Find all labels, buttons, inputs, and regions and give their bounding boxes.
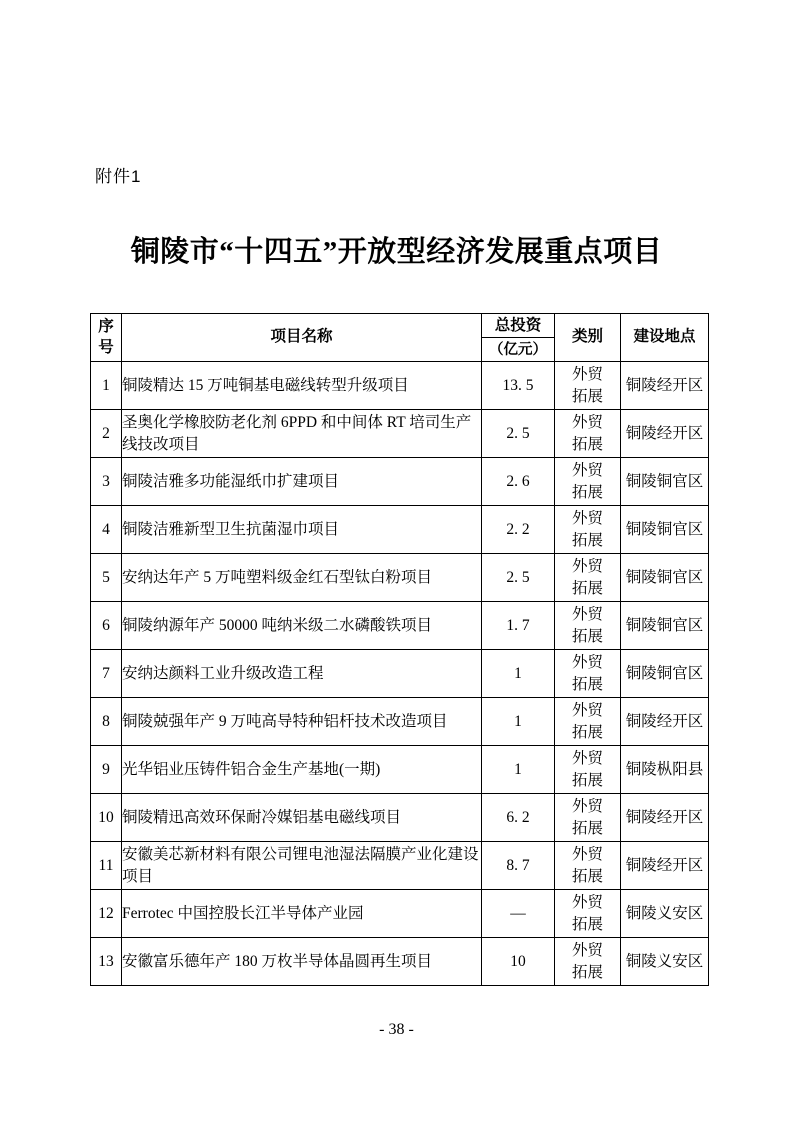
table-header-row [91,314,709,362]
category-text: 外贸拓展 [571,797,603,837]
investment-value: 8. 7 [482,842,555,890]
location-value: 铜陵铜官区 [621,650,709,698]
category-value [555,602,621,650]
category-text: 外贸拓展 [571,749,603,789]
table-row [91,890,709,938]
category-text: 外贸拓展 [571,557,603,597]
category-value [555,362,621,410]
row-index: 5 [91,554,122,602]
investment-value: 1 [482,698,555,746]
category-value [555,698,621,746]
row-index: 8 [91,698,122,746]
investment-value: — [482,890,555,938]
category-value [555,554,621,602]
table-row [91,650,709,698]
projects-table-body [91,362,709,986]
location-value: 铜陵铜官区 [621,506,709,554]
location-value: 铜陵义安区 [621,890,709,938]
project-name: 铜陵洁雅多功能湿纸巾扩建项目 [122,458,482,506]
project-name: 安徽富乐德年产 180 万枚半导体晶圆再生项目 [122,938,482,986]
location-value: 铜陵铜官区 [621,602,709,650]
header-project-name: 项目名称 [122,314,482,362]
investment-value: 2. 5 [482,554,555,602]
category-text: 外贸拓展 [571,461,603,501]
header-index-label: 序号 [98,317,114,356]
location-value: 铜陵义安区 [621,938,709,986]
table-row [91,506,709,554]
project-name: Ferrotec 中国控股长江半导体产业园 [122,890,482,938]
category-text: 外贸拓展 [571,941,603,981]
investment-value: 2. 2 [482,506,555,554]
investment-value: 2. 6 [482,458,555,506]
location-value: 铜陵铜官区 [621,458,709,506]
project-name: 光华铝业压铸件铝合金生产基地(一期) [122,746,482,794]
row-index: 2 [91,410,122,458]
category-value [555,506,621,554]
category-value [555,842,621,890]
investment-value: 13. 5 [482,362,555,410]
project-name: 铜陵精达 15 万吨铜基电磁线转型升级项目 [122,362,482,410]
project-name: 安纳达颜料工业升级改造工程 [122,650,482,698]
investment-value: 6. 2 [482,794,555,842]
header-investment-line2: （亿元） [489,342,547,358]
investment-value: 1 [482,746,555,794]
location-value: 铜陵经开区 [621,410,709,458]
location-value: 铜陵经开区 [621,698,709,746]
header-investment [482,314,555,362]
row-index: 12 [91,890,122,938]
category-value [555,410,621,458]
projects-table [90,313,709,986]
row-index: 4 [91,506,122,554]
category-text: 外贸拓展 [571,365,603,405]
category-value [555,938,621,986]
header-investment-line1: 总投资 [482,314,554,338]
row-index: 9 [91,746,122,794]
project-name: 圣奥化学橡胶防老化剂 6PPD 和中间体 RT 培司生产线技改项目 [122,410,482,458]
project-name: 铜陵精迅高效环保耐冷媒铝基电磁线项目 [122,794,482,842]
category-text: 外贸拓展 [571,653,603,693]
project-name: 安纳达年产 5 万吨塑料级金红石型钛白粉项目 [122,554,482,602]
row-index: 3 [91,458,122,506]
category-value [555,794,621,842]
project-name: 铜陵洁雅新型卫生抗菌湿巾项目 [122,506,482,554]
table-row [91,842,709,890]
investment-value: 1. 7 [482,602,555,650]
category-text: 外贸拓展 [571,413,603,453]
location-value: 铜陵经开区 [621,842,709,890]
location-value: 铜陵经开区 [621,794,709,842]
table-row [91,602,709,650]
location-value: 铜陵枞阳县 [621,746,709,794]
page-title: 铜陵市“十四五”开放型经济发展重点项目 [130,236,663,268]
category-text: 外贸拓展 [571,893,603,933]
project-name: 安徽美芯新材料有限公司锂电池湿法隔膜产业化建设项目 [122,842,482,890]
category-text: 外贸拓展 [571,509,603,549]
location-value: 铜陵经开区 [621,362,709,410]
investment-value: 1 [482,650,555,698]
header-index [91,314,122,362]
row-index: 10 [91,794,122,842]
table-row [91,698,709,746]
table-row [91,362,709,410]
header-category: 类别 [555,314,621,362]
project-name: 铜陵兢强年产 9 万吨高导特种铝杆技术改造项目 [122,698,482,746]
table-row [91,410,709,458]
investment-value: 10 [482,938,555,986]
category-value [555,650,621,698]
table-row [91,458,709,506]
category-text: 外贸拓展 [571,605,603,645]
category-value [555,890,621,938]
row-index: 1 [91,362,122,410]
location-value: 铜陵铜官区 [621,554,709,602]
investment-value: 2. 5 [482,410,555,458]
row-index: 13 [91,938,122,986]
table-row [91,794,709,842]
page-number: - 38 - [379,1021,414,1038]
project-name: 铜陵纳源年产 50000 吨纳米级二水磷酸铁项目 [122,602,482,650]
category-value [555,458,621,506]
row-index: 11 [91,842,122,890]
category-value [555,746,621,794]
category-text: 外贸拓展 [571,701,603,741]
header-location: 建设地点 [621,314,709,362]
category-text: 外贸拓展 [571,845,603,885]
table-row [91,938,709,986]
attachment-label: 附件1 [95,167,142,186]
row-index: 6 [91,602,122,650]
row-index: 7 [91,650,122,698]
table-row [91,746,709,794]
table-row [91,554,709,602]
